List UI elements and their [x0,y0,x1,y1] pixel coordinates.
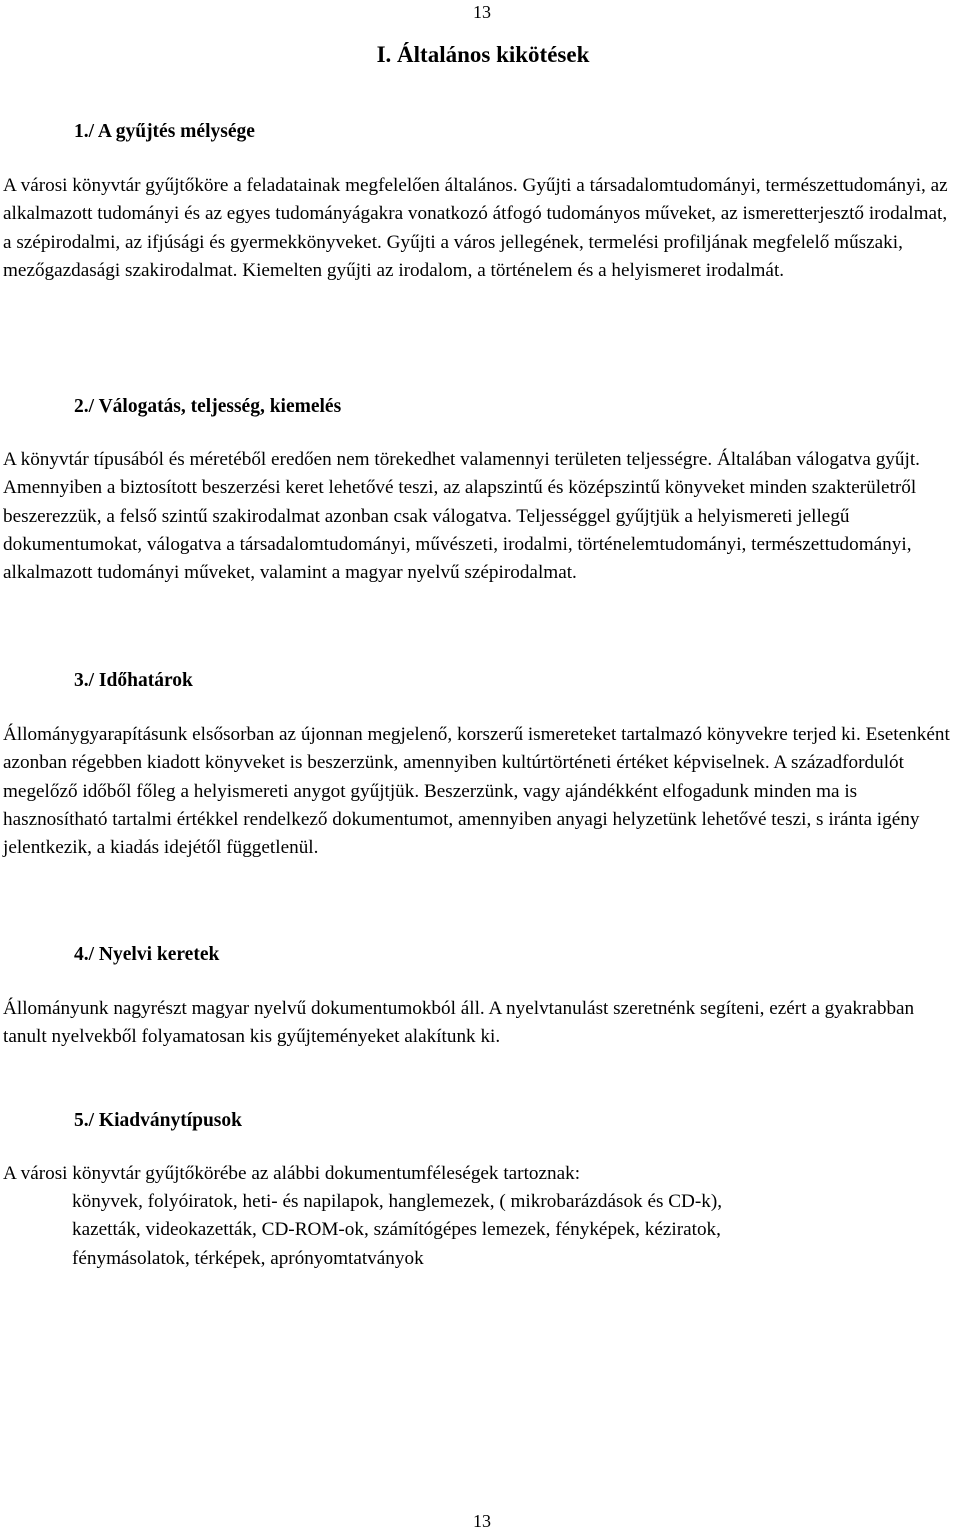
document-type-list [72,1188,952,1273]
section-paragraph-3: Állománygyarapításunk elsősorban az újonnan megjelenő, korszerű ismereteket tartalmazó könyvekre terjed ki. Esetenként azonban régebben kiadott könyveket is beszerzünk, amennyiben kultúrtörténeti értéket képviselnek. A századfordulót megelőző időből főleg a helyismereti anygot gyűjtjük. Beszerzünk, vagy ajándékként elfogadunk minden ma is hasznosítható tartalmi értékkel rendelkező dokumentumot, amennyiben anyagi helyzetünk lehetővé teszi, s iránta igény jelentkezik, a kiadás idejétől függetlenül. [3,724,950,859]
page-number-bottom: 13 [473,1511,491,1531]
section-paragraph-2: A könyvtár típusából és méretéből eredően nem törekedhet valamennyi területen teljességre. Általában válogatva gyűjt. Amennyiben a biztosított beszerzési keret lehetővé teszi, az alapszintű és középszintű könyveket minden szakterületről beszerezzük, a felső szintű szakirodalmat azonban csak válogatva. Teljességgel gyűjtjük a helyismereti jellegű dokumentumokat, válogatva a társadalomtudományi, művészeti, irodalmi, történelemtudományi, természettudományi, alkalmazott tudományi műveket, valamint a magyar nyelvű szépirodalmat. [3,449,920,584]
section-heading-3: 3./ Időhatárok [74,670,193,691]
section-heading-5: 5./ Kiadványtípusok [74,1110,242,1131]
page-title: I. Általános kikötések [376,42,590,67]
list-line: fénymásolatok, térképek, aprónyomtatványok [72,1247,424,1269]
section-paragraph-1: A városi könyvtár gyűjtőköre a feladatainak megfelelően általános. Gyűjti a társadalomtudományi, természettudományi, az alkalmazott tudományi és az egyes tudományágakra vonatkozó átfogó tudományos műveket, az ismeretterjesztő irodalmat, a szépirodalmi, az ifjúsági és gyermekkönyveket. Gyűjti a város jellegének, termelési profiljának megfelelő műszaki, mezőgazdasági szakirodalmat. Kiemelten gyűjti az irodalom, a történelem és a helyismeret irodalmát. [3,175,948,281]
section-heading-1: 1./ A gyűjtés mélysége [74,121,255,142]
section-heading-4: 4./ Nyelvi keretek [74,944,220,965]
section-heading-2: 2./ Válogatás, teljesség, kiemelés [74,396,342,417]
list-line: kazetták, videokazetták, CD-ROM-ok, számítógépes lemezek, fényképek, kéziratok, [72,1219,721,1241]
section-paragraph-5: A városi könyvtár gyűjtőkörébe az alábbi dokumentumféleségek tartoznak: [3,1163,581,1184]
page-number-top: 13 [473,2,491,22]
list-line: könyvek, folyóiratok, heti- és napilapok, hanglemezek, ( mikrobarázdások és CD-k), [72,1191,723,1212]
section-paragraph-4: Állományunk nagyrészt magyar nyelvű dokumentumokból áll. A nyelvtanulást szeretnénk segíteni, ezért a gyakrabban tanult nyelvekből folyamatosan kis gyűjteményeket alakítunk ki. [3,998,915,1048]
